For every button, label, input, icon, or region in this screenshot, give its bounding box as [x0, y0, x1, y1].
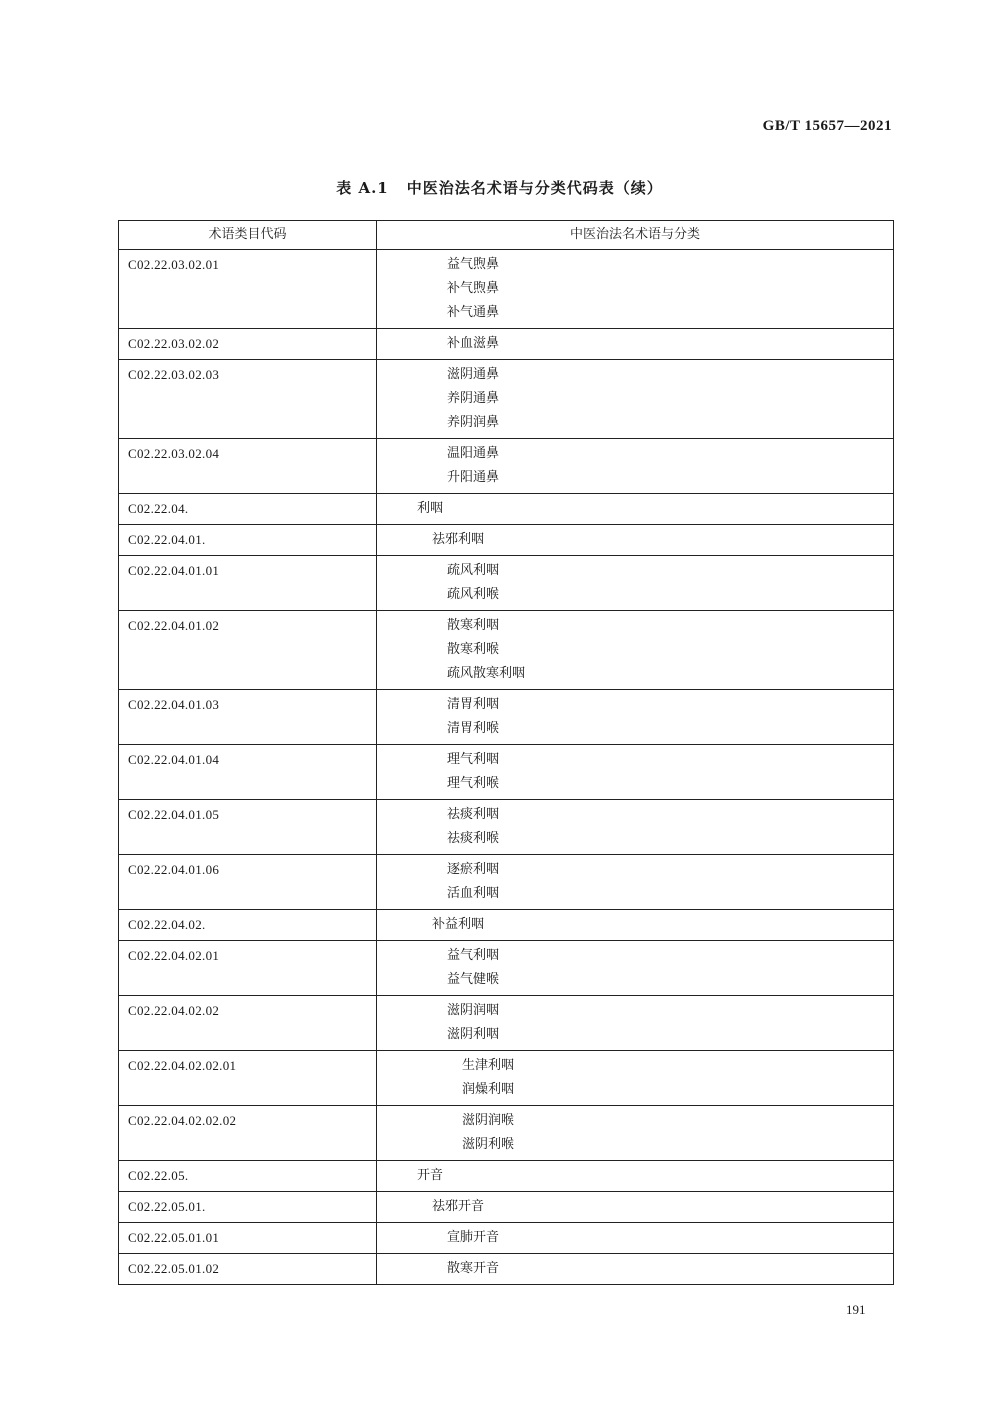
term-name: 补气通鼻	[447, 305, 500, 320]
term-name-cell	[377, 556, 894, 611]
term-code-cell: C02.22.04.01.04	[119, 745, 377, 800]
term-code-cell: C02.22.04.	[119, 494, 377, 525]
term-code-cell: C02.22.05.01.01	[119, 1223, 377, 1254]
table-row	[119, 250, 894, 329]
term-code-cell: C02.22.04.02.01	[119, 941, 377, 996]
term-name-cell	[377, 360, 894, 439]
term-name: 补血滋鼻	[447, 336, 500, 351]
term-name-cell	[377, 1051, 894, 1106]
table-row	[119, 690, 894, 745]
term-name: 祛邪利咽	[432, 532, 485, 547]
standard-number: GB/T 15657—2021	[762, 118, 892, 134]
table-row	[119, 556, 894, 611]
term-name: 清胃利咽	[447, 697, 500, 712]
term-name: 滋阴通鼻	[447, 367, 500, 382]
term-name-cell	[377, 690, 894, 745]
table-row	[119, 800, 894, 855]
term-name: 益气煦鼻	[447, 257, 500, 272]
table-title-number: 表 A.1	[336, 179, 389, 197]
term-code-cell: C02.22.04.01.05	[119, 800, 377, 855]
term-name-cell	[377, 525, 894, 556]
term-name-cell	[377, 250, 894, 329]
term-name: 疏风利咽	[447, 563, 500, 578]
term-name: 理气利喉	[447, 776, 500, 791]
table-row	[119, 1051, 894, 1106]
table-row	[119, 941, 894, 996]
term-name: 宣肺开音	[447, 1230, 500, 1245]
term-name-cell	[377, 910, 894, 941]
term-name: 散寒利喉	[447, 642, 500, 657]
term-name: 开音	[417, 1168, 444, 1183]
term-name-cell	[377, 745, 894, 800]
table-row	[119, 1161, 894, 1192]
term-name: 滋阴利喉	[462, 1137, 515, 1152]
term-code-cell: C02.22.04.02.	[119, 910, 377, 941]
table-row	[119, 439, 894, 494]
table-row	[119, 855, 894, 910]
term-name: 温阳通鼻	[447, 446, 500, 461]
table-row	[119, 1223, 894, 1254]
term-code-cell: C02.22.04.02.02.02	[119, 1106, 377, 1161]
term-name-cell	[377, 1192, 894, 1223]
term-code-cell: C02.22.03.02.02	[119, 329, 377, 360]
term-code-cell: C02.22.04.01.02	[119, 611, 377, 690]
column-header-code: 术语类目代码	[119, 221, 377, 250]
term-code-cell: C02.22.04.02.02.01	[119, 1051, 377, 1106]
term-name: 祛痰利喉	[447, 831, 500, 846]
term-code-cell: C02.22.03.02.01	[119, 250, 377, 329]
term-code-cell: C02.22.05.01.02	[119, 1254, 377, 1285]
term-name-cell	[377, 941, 894, 996]
term-name-cell	[377, 611, 894, 690]
table-row	[119, 1192, 894, 1223]
table-header-row	[119, 221, 894, 250]
term-name-cell	[377, 439, 894, 494]
term-code-cell: C02.22.04.01.01	[119, 556, 377, 611]
term-name: 养阴通鼻	[447, 391, 500, 406]
term-name: 散寒开音	[447, 1261, 500, 1276]
term-code-cell: C02.22.04.02.02	[119, 996, 377, 1051]
term-name-cell	[377, 329, 894, 360]
term-name-cell	[377, 1161, 894, 1192]
term-name: 补益利咽	[432, 917, 485, 932]
term-name: 润燥利咽	[462, 1082, 515, 1097]
term-name: 益气健喉	[447, 972, 500, 987]
term-code-cell: C02.22.04.01.06	[119, 855, 377, 910]
table-row	[119, 745, 894, 800]
table-row	[119, 360, 894, 439]
term-name: 补气煦鼻	[447, 281, 500, 296]
column-header-term: 中医治法名术语与分类	[377, 221, 894, 250]
term-code-cell: C02.22.05.01.	[119, 1192, 377, 1223]
term-name-cell	[377, 1254, 894, 1285]
page-number: 191	[846, 1302, 866, 1317]
table-title	[0, 177, 999, 198]
term-name: 清胃利喉	[447, 721, 500, 736]
table-row	[119, 329, 894, 360]
term-code-cell: C02.22.05.	[119, 1161, 377, 1192]
term-name: 滋阴利咽	[447, 1027, 500, 1042]
table-row	[119, 611, 894, 690]
table-body	[119, 250, 894, 1285]
term-name: 逐瘀利咽	[447, 862, 500, 877]
table-row	[119, 525, 894, 556]
term-code-cell: C02.22.04.01.03	[119, 690, 377, 745]
term-name: 生津利咽	[462, 1058, 515, 1073]
term-name: 滋阴润咽	[447, 1003, 500, 1018]
terminology-table	[118, 220, 894, 1285]
table-row	[119, 494, 894, 525]
term-name: 理气利咽	[447, 752, 500, 767]
term-code-cell: C02.22.04.01.	[119, 525, 377, 556]
term-name-cell	[377, 855, 894, 910]
term-name: 祛邪开音	[432, 1199, 485, 1214]
term-name-cell	[377, 1106, 894, 1161]
term-name: 疏风散寒利咽	[447, 666, 526, 681]
term-name: 疏风利喉	[447, 587, 500, 602]
table-row	[119, 1106, 894, 1161]
term-code-cell: C02.22.03.02.03	[119, 360, 377, 439]
term-code-cell: C02.22.03.02.04	[119, 439, 377, 494]
term-name: 利咽	[417, 501, 444, 516]
term-name-cell	[377, 800, 894, 855]
table-row	[119, 996, 894, 1051]
term-name: 养阴润鼻	[447, 415, 500, 430]
table-title-text: 中医治法名术语与分类代码表（续）	[406, 179, 663, 197]
term-name: 升阳通鼻	[447, 470, 500, 485]
term-name: 滋阴润喉	[462, 1113, 515, 1128]
table-row	[119, 1254, 894, 1285]
term-name: 益气利咽	[447, 948, 500, 963]
term-name: 散寒利咽	[447, 618, 500, 633]
term-name-cell	[377, 494, 894, 525]
term-name-cell	[377, 1223, 894, 1254]
term-name: 活血利咽	[447, 886, 500, 901]
term-name: 祛痰利咽	[447, 807, 500, 822]
term-name-cell	[377, 996, 894, 1051]
table-row	[119, 910, 894, 941]
